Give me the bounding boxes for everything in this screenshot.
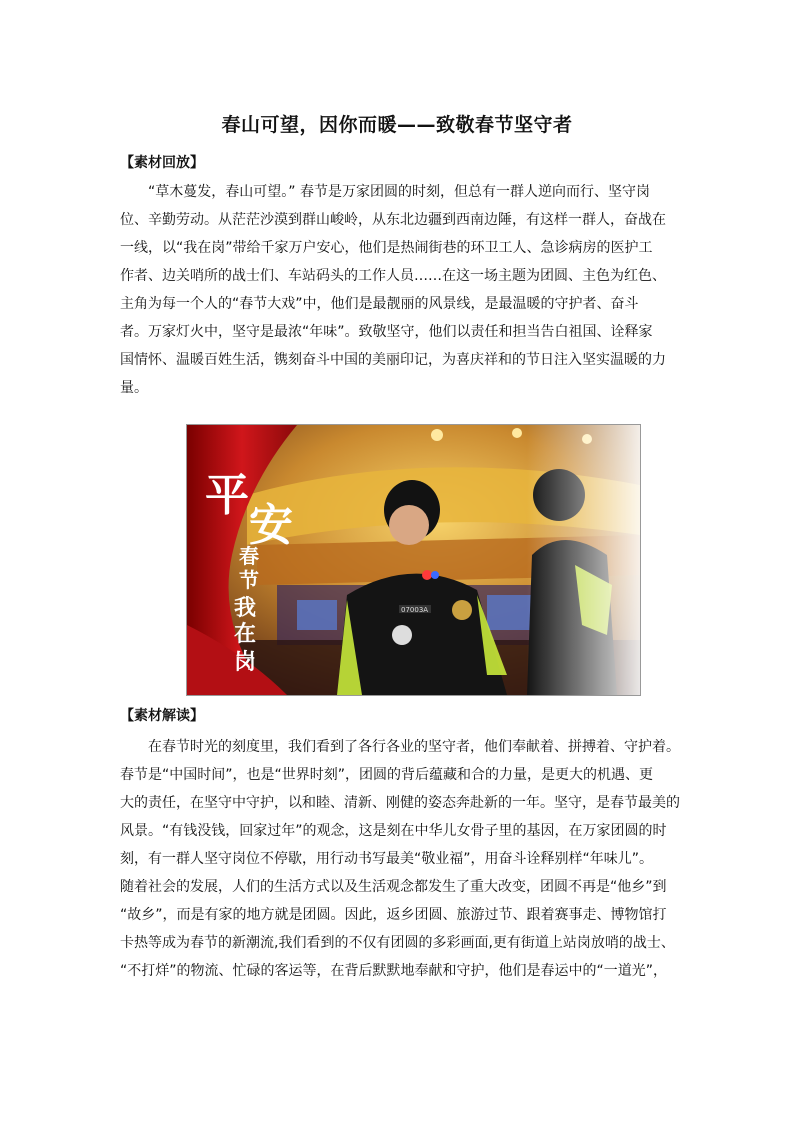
paragraph-line: 刻，有一群人坚守岗位不停歇，用行动书写最美“敬业福”，用奋斗诠释别样“年味儿”。 <box>120 851 654 867</box>
paragraph-line: 者。万家灯火中，坚守是最浓“年味”。致敬坚守，他们以责任和担当告白祖国、诠释家 <box>120 324 653 340</box>
paragraph-line: 在春节时光的刻度里，我们看到了各行各业的坚守者，他们奉献着、拼搏着、守护着。 <box>148 739 680 755</box>
paragraph-line: “草木蔓发，春山可望。” 春节是万家团圆的时刻，但总有一群人逆向而行、坚守岗 <box>148 184 650 200</box>
paragraph-line: 国情怀、温暖百姓生活，镌刻奋斗中国的美丽印记，为喜庆祥和的节日注入坚实温暖的力 <box>120 352 666 368</box>
calligraphy-jie: 节 <box>239 568 259 592</box>
calligraphy-ping: 平 <box>205 470 249 521</box>
paragraph-line: 一线，以“我在岗”带给千家万户安心，他们是热闹街巷的环卫工人、急诊病房的医护工 <box>120 240 653 256</box>
paragraph-line: 量。 <box>120 380 148 396</box>
paragraph-line: 卡热等成为春节的新潮流,我们看到的不仅有团圆的多彩画面,更有街道上站岗放哨的战士、 <box>120 935 675 951</box>
calligraphy-zai: 在 <box>234 621 257 647</box>
festival-guards-photo <box>186 424 641 696</box>
paragraph-line: “不打烊”的物流、忙碌的客运等，在背后默默地奉献和守护，他们是春运中的“一道光”， <box>120 963 668 979</box>
material-replay-paragraph <box>120 178 680 402</box>
paragraph-line: “故乡”，而是有家的地方就是团圆。因此，返乡团圆、旅游过节、跟着赛事走、博物馆打 <box>120 907 667 923</box>
paragraph-line: 春节是“中国时间”，也是“世界时刻”，团圆的背后蕴藏和合的力量，是更大的机遇、更 <box>120 767 654 783</box>
calligraphy-an: 安 <box>249 500 293 551</box>
section-heading-material-replay: 【素材回放】 <box>120 155 204 171</box>
photo-illustration <box>187 425 640 695</box>
paragraph-line: 大的责任，在坚守中守护，以和睦、清新、刚健的姿态奔赴新的一年。坚守，是春节最美的 <box>120 795 680 811</box>
paragraph-line: 作者、边关哨所的战士们、车站码头的工作人员……在这一场主题为团圆、主色为红色、 <box>120 268 666 284</box>
calligraphy-wo: 我 <box>234 595 257 621</box>
paragraph-line: 风景。“有钱没钱，回家过年”的观念，这是刻在中华儿女骨子里的基因，在万家团圆的时 <box>120 823 667 839</box>
page-title: 春山可望，因你而暖——致敬春节坚守者 <box>221 114 573 136</box>
calligraphy-chun: 春 <box>239 544 259 568</box>
section-heading-material-interpretation: 【素材解读】 <box>120 708 204 724</box>
paragraph-line: 主角为每一个人的“春节大戏”中，他们是最靓丽的风景线，是最温暖的守护者、奋斗 <box>120 296 639 312</box>
calligraphy-gang: 岗 <box>234 649 257 675</box>
paragraph-line: 位、辛勤劳动。从茫茫沙漠到群山峻岭，从东北边疆到西南边陲，有这样一群人，奋战在 <box>120 212 666 228</box>
material-interpretation-paragraph <box>120 733 680 985</box>
paragraph-line: 随着社会的发展，人们的生活方式以及生活观念都发生了重大改变，团圆不再是“他乡”到 <box>120 879 667 895</box>
